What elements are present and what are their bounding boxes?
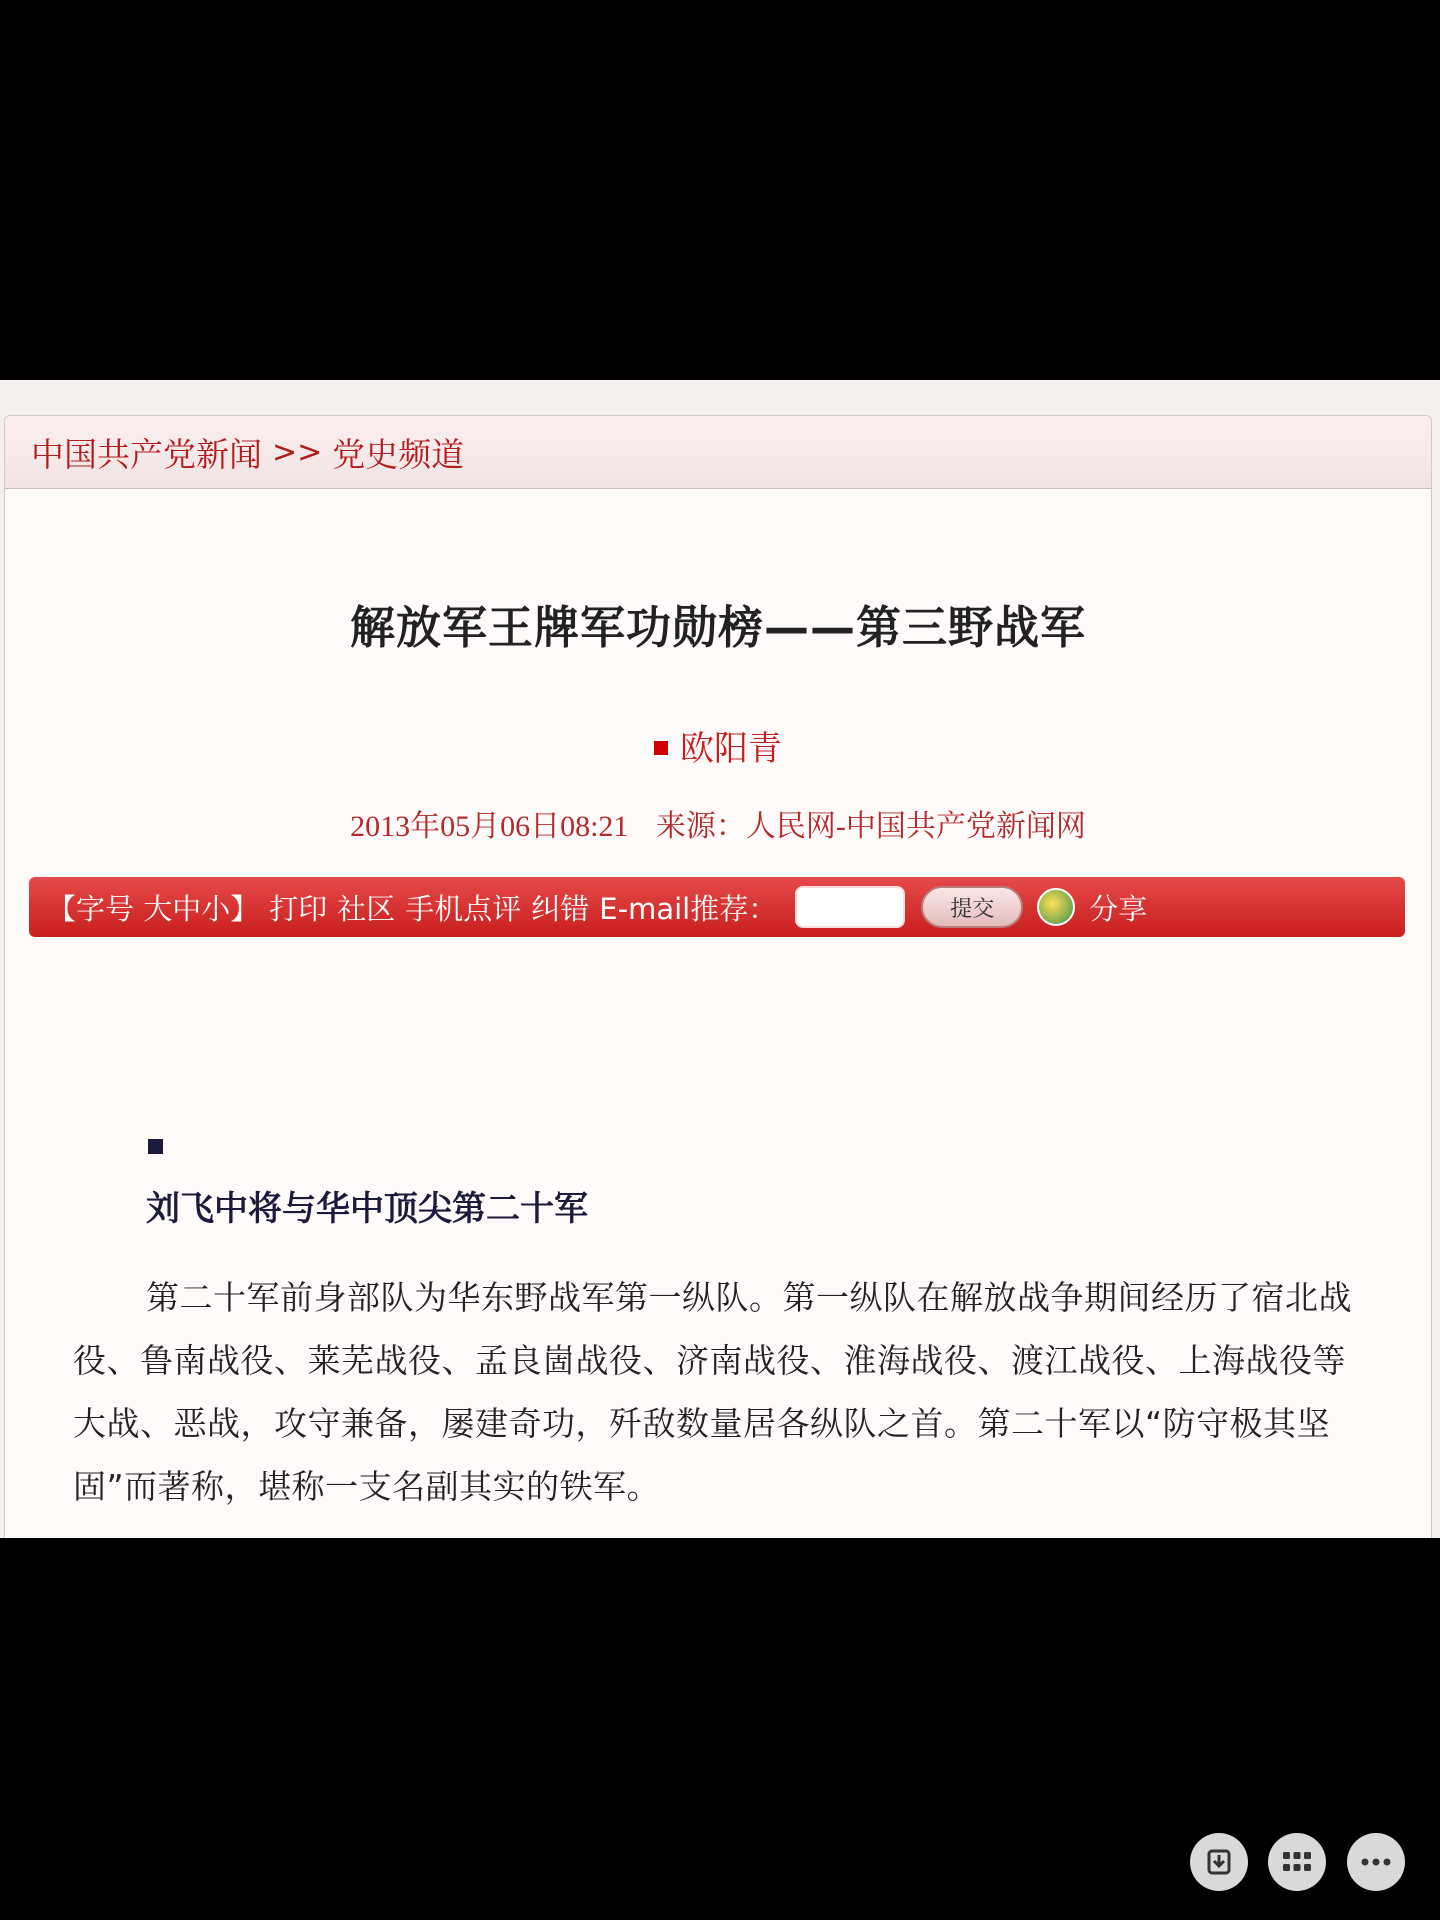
email-recommend-label: E-mail推荐： (599, 891, 778, 926)
article-meta (5, 801, 1431, 845)
article-datetime: 2013年05月06日08:21 (350, 810, 629, 843)
download-icon[interactable] (1190, 1833, 1248, 1891)
correction-link[interactable]: 纠错 (531, 891, 590, 926)
breadcrumb-channel-link[interactable]: 党史频道 (332, 434, 465, 474)
share-link[interactable]: 分享 (1089, 891, 1148, 926)
community-link[interactable]: 社区 (337, 891, 396, 926)
article-source: 来源：人民网-中国共产党新闻网 (655, 810, 1086, 843)
more-icon[interactable] (1347, 1833, 1405, 1891)
print-link[interactable]: 打印 (269, 891, 328, 926)
font-size-control[interactable]: 【字号 大中小】 (47, 891, 260, 926)
letterbox-top (0, 0, 1440, 380)
webpage-screenshot (0, 380, 1440, 1538)
breadcrumb-site-link[interactable]: 中国共产党新闻 (31, 434, 262, 474)
mobile-comment-link[interactable]: 手机点评 (405, 891, 522, 926)
article-paragraph: 第二十军前身部队为华东野战军第一纵队。第一纵队在解放战争期间经历了宿北战役、鲁南战役、莱芜战役、孟良崮战役、济南战役、淮海战役、渡江战役、上海战役等大战、恶战，攻守兼备，屡建奇功，歼敌数量居各纵队之首。第二十军以“防守极其坚固”而著称，堪称一支名副其实的铁军。 (73, 1278, 1352, 1506)
article-page (4, 415, 1432, 1538)
share-icon[interactable] (1037, 888, 1075, 926)
author-bullet-icon (654, 741, 668, 755)
submit-button[interactable]: 提交 (921, 886, 1023, 928)
section-bullet-icon (148, 1139, 163, 1154)
email-input[interactable] (795, 886, 905, 928)
author-name[interactable]: 欧阳青 (680, 729, 782, 769)
breadcrumb (5, 416, 1431, 489)
grid-icon[interactable] (1268, 1833, 1326, 1891)
section-heading: 刘飞中将与华中顶尖第二十军 (146, 1189, 588, 1229)
article-author (5, 721, 1431, 770)
article-title: 解放军王牌军功勋榜——第三野战军 (349, 601, 1086, 654)
breadcrumb-separator: >> (272, 434, 323, 470)
article-toolbar (29, 877, 1405, 937)
